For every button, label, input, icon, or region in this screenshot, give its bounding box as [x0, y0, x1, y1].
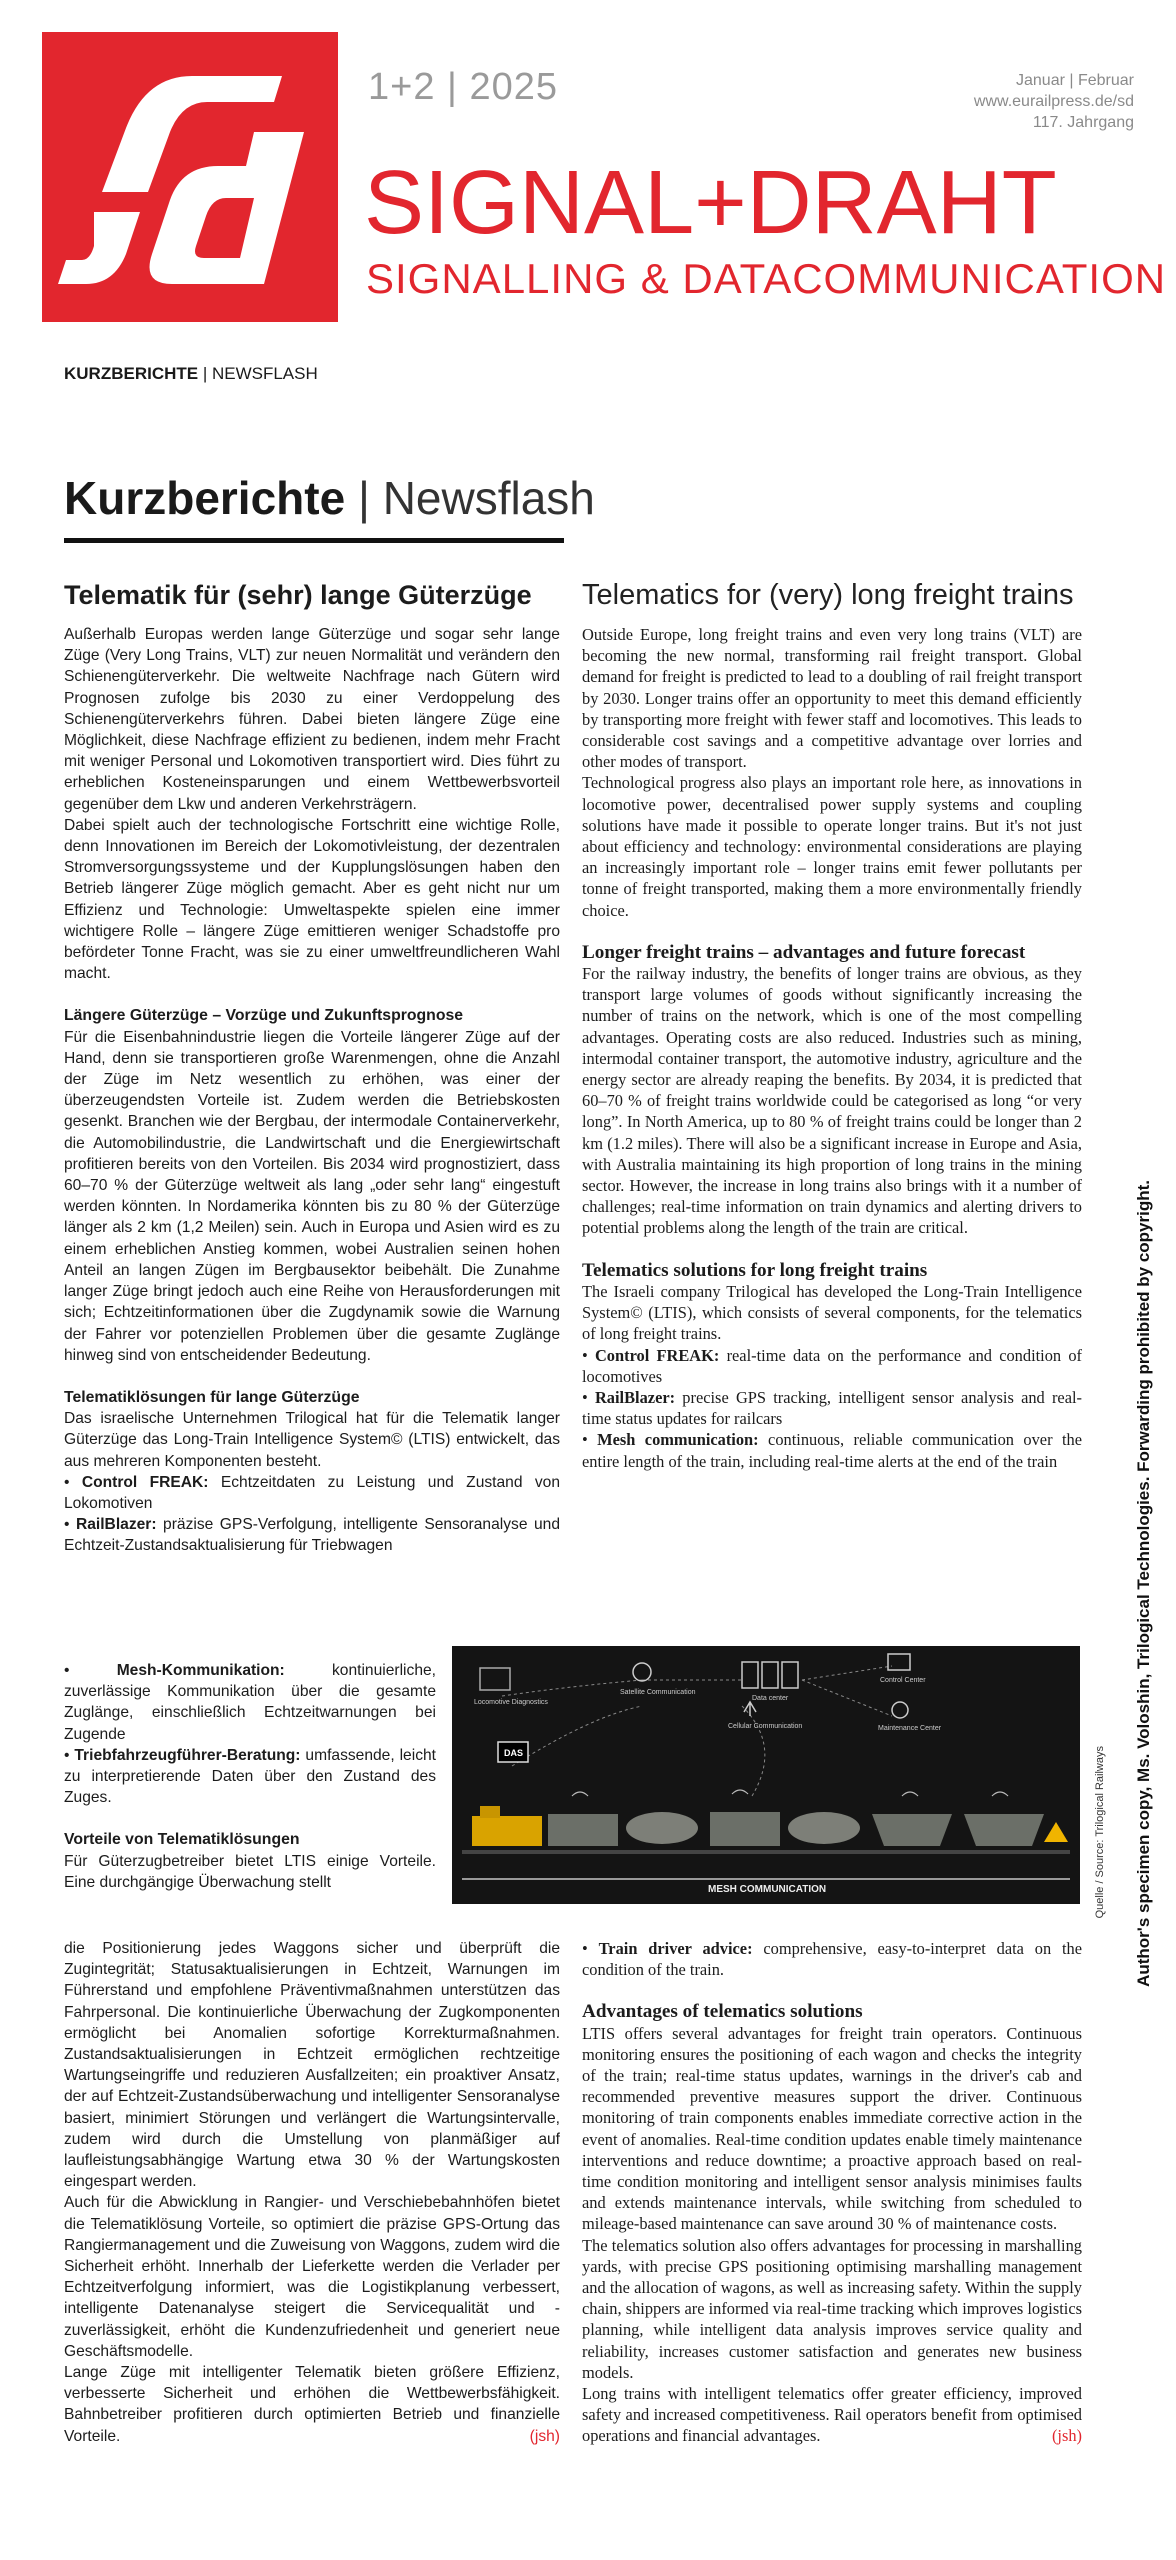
bullet-text: real-time data on the performance and condition of locomotives [582, 1345, 1082, 1386]
german-closing-text: Lange Züge mit intelligenter Telematik bieten größere Effizienz, verbesserte Sicherheit und erhöhen die Wettbewerbsfähigkeit. Bahnbetreiber profitieren durch optimierten Betrieb und finanzielle Vorteile. [64, 2364, 560, 2445]
german-paragraph: Für Güterzugbetreiber bietet LTIS einige Vorteile. Eine durchgängige Überwachung stellt [64, 1852, 436, 1891]
list-item: • Mesh-Kommunikation: kontinuierliche, zuverlässige Kommunikation über die gesamte Zuglänge, einschließlich Echtzeitwarnungen bei Zugende [64, 1662, 436, 1743]
english-column-bottom [582, 1938, 1082, 2447]
bullet-label: Triebfahrzeugführer-Beratung: [74, 1746, 301, 1764]
fig-label-control: Control Center [880, 1677, 926, 1684]
bullet-text: kontinuierliche, zuverlässige Kommunikation über die gesamte Zuglänge, einschließlich Echtzeitwarnungen bei Zugende [64, 1662, 436, 1743]
english-subheading: Telematics solutions for long freight trains [582, 1259, 928, 1281]
article-header-light: Newsflash [382, 472, 595, 524]
english-subheading: Advantages of telematics solutions [582, 2001, 863, 2023]
bullet-text: Echtzeitdaten zu Leistung und Zustand von Lokomotiven [64, 1473, 560, 1512]
list-item: • RailBlazer: precise GPS tracking, intelligent sensor analysis and real-time status updates for railcars [582, 1387, 1082, 1429]
german-paragraph [64, 2362, 560, 2447]
fig-label-dc: Data center [752, 1695, 789, 1702]
bullet-label: RailBlazer: [75, 1516, 157, 1534]
publisher-url: www.eurailpress.de/sd [973, 93, 1134, 110]
german-paragraph: die Positionierung jedes Waggons sicher und überprüft die Zugintegrität; Statusaktualisierungen in Echtzeit, Warnungen im Führerstand und empfohlene Präventivmaßnahmen unterstützen das Fahrpersonal. Die kontinuierliche Überwachung der Zugkomponenten ermöglicht bei Anomalien sofortige Korrekturmaßnahmen. Zustandsaktualisierungen in Echtzeit ermöglichen rechtzeitige Wartungseingriffe und reduzieren Ausfallzeiten; ein proaktiver Ansatz, der auf Echtzeit-Zustandsüberwachung und intelligenter Sensoranalyse basiert, minimiert Störungen und verlängert die Wartungsintervalle, zudem wird durch die Umstellung von planmäßiger auf laufleistungsabhängige Wartung etwa 30 % der Wartungskosten eingespart werden. [64, 1940, 560, 2191]
english-paragraph: The Israeli company Trilogical has developed the Long-Train Intelligence System© (LTIS), which consists of several components, for the telematics of long freight trains. [582, 1281, 1082, 1344]
journal-title: SIGNAL+DRAHT [364, 153, 1057, 253]
german-paragraph: Dabei spielt auch der technologische Fortschritt eine wichtige Rolle, denn Innovationen im Bereich der Lokomotivleistung, der dezentralen Stromversorgungssysteme und der Kupplungslösungen haben den Betrieb längerer Züge möglich gemacht. Aber es geht nicht nur um Effizienz und Technologie: Umweltaspekte spielen eine immer wichtigere Rolle – längere Züge emittieren weniger Schadstoffe pro befördeter Tonne Fracht, was sie zu einer umweltfreundlicheren Wahl macht. [64, 816, 560, 983]
journal-subtitle: SIGNALLING & DATACOMMUNICATION [366, 255, 1167, 302]
german-paragraph: Für die Eisenbahnindustrie liegen die Vorteile längerer Züge auf der Hand, denn sie transportieren große Warenmengen, ohne die Anzahl der Züge im Netz wesentlich zu erhöhen, was einer der überzeugendsten Vorteile ist. Zudem werden die Betriebskosten gesenkt. Branchen wie der Bergbau, der intermodale Containerverkehr, die Automobilindustrie, die Landwirtschaft und die Energiewirtschaft profitieren bereits von den Vorteilen. Bis 2034 wird prognostiziert, dass 60–70 % der Güterzüge weltweit als lang „oder sehr lang“ eingestuft werden könnten. In Nordamerika könnten bis zu 80 % der Güterzüge länger als 2 km (1,2 Meilen) sein. Auch in Europa und Asien wird es zu einem erheblichen Anstieg kommen, wobei Australien seinen hohen Anteil an langen Zügen im Bergbausektor beibehält. Die Zunahme langer Züge bringt jedoch auch eine Reihe von Herausforderungen mit sich; Echtzeitinformationen über die Zugdynamik sowie die Warnung der Fahrer vor potenziellen Problemen über die gesamte Zuglänge hinweg sind von entscheidender Bedeutung. [64, 1028, 560, 1364]
list-item: • Mesh communication: continuous, reliable communication over the entire length of the train, including real-time alerts at the end of the train [582, 1430, 1082, 1471]
english-paragraph: Technological progress also plays an important role here, as innovations in locomotive power, decentralised power supply systems and coupling solutions have made it possible to operate longer trains. But it's not just about efficiency and technology: environmental considerations are playing an increasingly important role – longer trains emit fewer pollutants per tonne of freight transported, making them a more environmentally friendly choice. [582, 773, 1082, 920]
german-paragraph: Außerhalb Europas werden lange Güterzüge und sogar sehr lange Züge (Very Long Trains, VLT) zur neuen Normalität und verändern den Schienengüterverkehr. Die weltweite Nachfrage nach Gütern wird Prognosen zufolge bis 2030 zu einer Verdoppelung des Schienengüterverkehrs führen. Dabei bieten längere Züge eine Möglichkeit, diese Nachfrage effizient zu bedienen, indem mehr Fracht mit weniger Personal und Lokomotiven transportiert wird. Dies führt zu erheblichen Kosteneinsparungen und einem Wettbewerbsvorteil gegenüber dem Lkw und anderen Verkehrsträgern. [64, 626, 560, 813]
english-bullet-list [582, 1345, 1082, 1472]
list-item: • Train driver advice: comprehensive, easy-to-interpret data on the condition of the train. [582, 1939, 1083, 1980]
german-column-narrow [64, 1660, 436, 1893]
section-tag [64, 364, 318, 384]
issue-month: Januar | Februar [1016, 72, 1134, 89]
english-paragraph [582, 2383, 1082, 2447]
article-header-bold: Kurzberichte [64, 472, 346, 524]
fig-label-das: DAS [504, 1748, 524, 1758]
list-item: • Triebfahrzeugführer-Beratung: umfassende, leicht zu interpretierende Daten über den Zustand des Zuges. [64, 1746, 436, 1807]
copyright-notice: Author's specimen copy, Ms. Voloshin, Trilogical Technologies. Forwarding prohibited by copyright. [1134, 1180, 1153, 1987]
german-subheading: Vorteile von Telematiklösungen [64, 1831, 300, 1849]
german-paragraph: Auch für die Abwicklung in Rangier- und Verschiebebahnhöfen bietet die Telematiklösung Vorteile, so optimiert die präzise GPS-Ortung das Rangiermanagement und die Zuweisung von Waggons, zudem wird die Sicherheit erhöht. Innerhalb der Lieferkette werden die Verlader per Echtzeitverfolgung informiert, was die Logistikplanung verbessert, intelligente Datenanalyse steigert die Servicequalität und -zuverlässigkeit, erhöht die Kundenzufriedenheit und generiert neue Geschäftsmodelle. [64, 2194, 560, 2360]
list-item: • Control FREAK: real-time data on the performance and condition of locomotives [582, 1345, 1082, 1386]
list-item: • RailBlazer: präzise GPS-Verfolgung, intelligente Sensoranalyse und Echtzeit-Zustandsaktualisierung für Triebwagen [64, 1516, 561, 1555]
english-bullet-list [582, 1938, 1082, 1980]
english-title: Telematics for (very) long freight trains [582, 579, 1074, 611]
english-column-top [582, 578, 1082, 1472]
bullet-label: Mesh-Kommunikation: [116, 1662, 285, 1679]
bullet-text: comprehensive, easy-to-interpret data on the condition of the train. [582, 1939, 1083, 1980]
journal-logo [42, 32, 338, 322]
german-subheading: Telematiklösungen für lange Güterzüge [64, 1388, 360, 1406]
telematics-diagram [452, 1646, 1080, 1904]
fig-label-mesh: MESH COMMUNICATION [708, 1884, 827, 1895]
bullet-label: RailBlazer: [594, 1387, 676, 1407]
article-header-sep: | [345, 472, 383, 524]
bullet-text: präzise GPS-Verfolgung, intelligente Sensoranalyse und Echtzeit-Zustandsaktualisierung für Triebwagen [64, 1516, 561, 1555]
issue-meta [974, 70, 1134, 133]
sd-logo-icon [42, 32, 338, 322]
german-subheading: Längere Güterzüge – Vorzüge und Zukunftsprognose [64, 1007, 464, 1025]
section-tag-rest: | NEWSFLASH [198, 364, 318, 383]
article-header [64, 472, 595, 524]
german-column-bottom [64, 1938, 560, 2447]
telematics-diagram-graphic [452, 1646, 1080, 1904]
figure-caption: Quelle / Source: Trilogical Railways [1094, 1746, 1106, 1919]
german-column-top [64, 578, 560, 1557]
bullet-text: umfassende, leicht zu interpretierende Daten über den Zustand des Zuges. [64, 1746, 436, 1807]
volume: 117. Jahrgang [1032, 114, 1134, 131]
issue-number: 1+2 | 2025 [368, 66, 558, 108]
english-paragraph: The telematics solution also offers advantages for processing in marshalling yards, with precise GPS positioning optimising marshalling management and the allocation of wagons, as well as increasing safety. Within the supply chain, shippers are informed via real-time tracking which improves logistics planning, while intelligent data analysis improves service quality and reliability, increases customer satisfaction and generates new business models. [582, 2235, 1082, 2382]
bullet-label: Control FREAK: [594, 1345, 720, 1365]
english-paragraph: LTIS offers several advantages for freight train operators. Continuous monitoring ensures the positioning of each wagon and checks the integrity of the train; real-time status updates, warnings in the driver's cab and recommended preventive measures support the driver. Continuous monitoring of train components enables immediate corrective action in the event of anomalies. Real-time condition updates enable timely maintenance interventions and reduce downtime; a proactive approach based on real-time condition monitoring and intelligent sensor analysis minimises faults and extends maintenance intervals, while switching from scheduled to mileage-based maintenance can save around 30 % of maintenance costs. [582, 2023, 1082, 2234]
english-paragraph: Outside Europe, long freight trains and even very long trains (VLT) are becoming the new normal, transforming rail freight transport. Global demand for freight is predicted to lead to a doubling of rail freight transport by 2030. Longer trains offer an opportunity to meet this demand efficiently by transporting more freight with fewer staff and locomotives. This leads to considerable cost savings and a competitive advantage over lorries and other modes of transport. [582, 625, 1082, 772]
bullet-label: Mesh communication: [597, 1430, 759, 1450]
bullet-label: Control FREAK: [81, 1473, 209, 1491]
fig-label-maint: Maintenance Center [878, 1725, 942, 1732]
header-rule [64, 538, 564, 543]
list-item: • Control FREAK: Echtzeitdaten zu Leistung und Zustand von Lokomotiven [64, 1473, 560, 1512]
bullet-label: Train driver advice: [598, 1939, 753, 1958]
english-paragraph: For the railway industry, the benefits of longer trains are obvious, as they transport large volumes of goods without significantly increasing the number of trains on the network, which is one of the most compelling advantages. Operating costs are also reduced. Industries such as mining, intermodal container transport, the automotive industry, agriculture and the energy sector are already reaping the benefits. By 2034, it is predicted that 60–70 % of freight trains worldwide could be categorised as long “or very long”. In North America, up to 80 % of freight trains could be longer than 2 km (1.2 miles). There will also be a significant increase in Europe and Asia, with Australia maintaining its high proportion of long trains in the mining sector. However, the increase in long trains also brings with it a number of challenges; real-time information on train dynamics and alerting drivers to potential problems along the length of the train are critical. [582, 964, 1082, 1238]
fig-label-sat: Satellite Communication [620, 1689, 696, 1696]
author-signature: (jsh) [1051, 2426, 1082, 2446]
english-subheading: Longer freight trains – advantages and future forecast [582, 941, 1026, 963]
german-bullet-list [64, 1660, 436, 1808]
english-closing-text: Long trains with intelligent telematics offer greater efficiency, improved safety and increased competitiveness. Rail operators benefit from optimised operations and financial advantages. [582, 2384, 1082, 2446]
fig-label-cell: Cellular Communication [728, 1723, 803, 1730]
bullet-text: precise GPS tracking, intelligent sensor analysis and real-time status updates for railcars [582, 1387, 1082, 1429]
german-title: Telematik für (sehr) lange Güterzüge [64, 580, 532, 610]
author-signature: (jsh) [529, 2427, 560, 2445]
bullet-text: continuous, reliable communication over the entire length of the train, including real-time alerts at the end of the train [582, 1430, 1082, 1471]
fig-label-loco: Locomotive Diagnostics [474, 1699, 548, 1706]
german-paragraph: Das israelische Unternehmen Trilogical hat für die Telematik langer Güterzüge das Long-Train Intelligence System© (LTIS) entwickelt, das aus mehreren Komponenten besteht. [64, 1410, 560, 1470]
section-tag-bold: KURZBERICHTE [64, 364, 199, 383]
german-bullet-list [64, 1472, 560, 1557]
